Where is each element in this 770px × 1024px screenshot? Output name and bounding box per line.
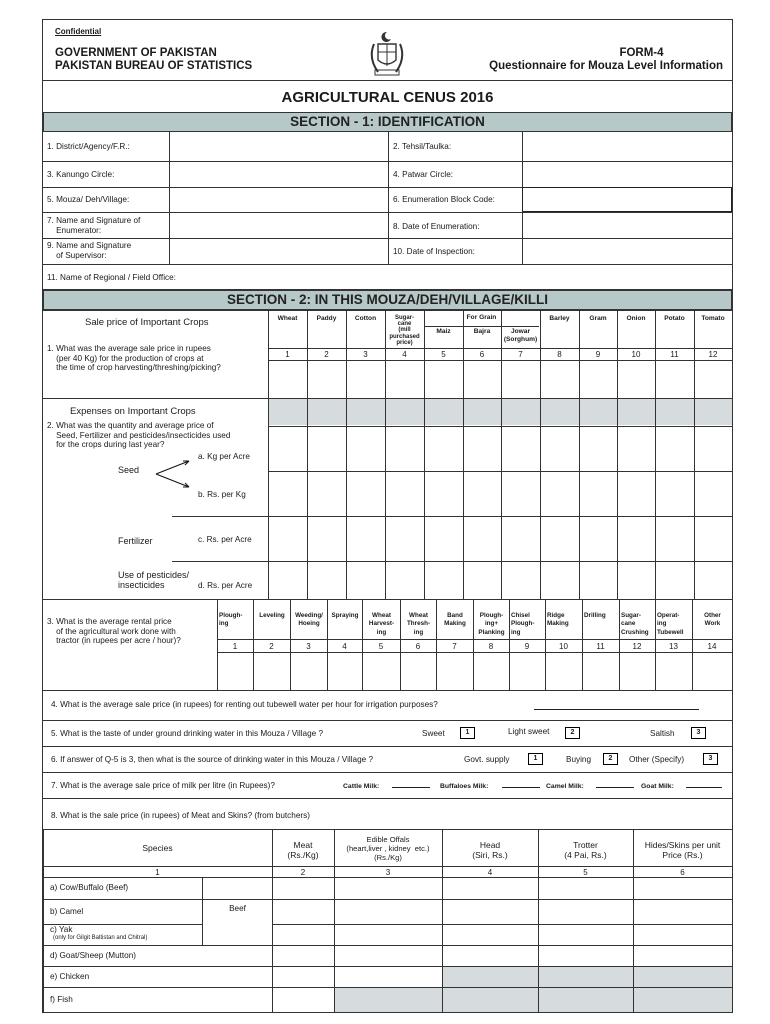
yak-note: (only for Gilgit Baltistan and Chitral) (53, 935, 148, 941)
patwar-field[interactable] (523, 162, 731, 186)
questionnaire-title: Questionnaire for Mouza Level Information (489, 60, 723, 72)
work-price-cell[interactable] (363, 653, 400, 689)
fertilizer-rs-per-acre: c. Rs. per Acre (198, 535, 252, 544)
seed-divider (172, 516, 269, 517)
grid-line (732, 599, 733, 690)
work-number-12: 13 (669, 642, 678, 651)
meat-number-4: 5 (583, 868, 588, 877)
expense-header-cell (425, 399, 463, 425)
light-sweet-label: Light sweet (508, 727, 550, 736)
sweet-code-box[interactable]: 1 (460, 727, 475, 739)
meat-price-cell[interactable] (443, 946, 538, 966)
crops-question: 1. What was the average sale price in rupees (per 40 Kg) for the production of crops at the time of crop harvesting/threshing/picking? (47, 344, 221, 372)
camel-milk-label: Camel Milk: (546, 783, 584, 790)
mouza-label: 5. Mouza/ Deh/Village: (47, 195, 130, 204)
beef-label: Beef (229, 904, 246, 913)
district-label: 1. District/Agency/F.R.: (47, 142, 130, 151)
work-header-13: Other Work (704, 612, 721, 628)
supervisor-label: 9. Name and Signature of Supervisor: (47, 241, 132, 260)
sweet-label: Sweet (422, 729, 445, 738)
work-header-10: Drilling (584, 612, 606, 619)
work-number-5: 6 (415, 642, 421, 651)
water-source-question: 6. If answer of Q-5 is 3, then what is the source of drinking water in this Mouza / Village ? (51, 755, 374, 764)
cattle-milk-line[interactable] (392, 787, 430, 788)
work-number-7: 8 (488, 642, 494, 651)
expenses-title: Expenses on Important Crops (70, 406, 196, 417)
regional-office-label: 11. Name of Regional / Field Office: (47, 273, 176, 282)
s1-vline (388, 132, 389, 264)
government-title: GOVERNMENT OF PAKISTAN (55, 47, 217, 59)
crop-number-0: 1 (285, 350, 290, 359)
crop-header-9: Onion (626, 315, 646, 322)
census-title: AGRICULTURAL CENUS 2016 (281, 89, 494, 106)
meat-price-cell[interactable] (443, 878, 538, 899)
expense-header-cell (618, 399, 655, 425)
grid-line (43, 690, 732, 691)
work-price-cell[interactable] (693, 653, 732, 689)
work-header-12: Operat- ing Tubewell (657, 612, 684, 636)
expense-header-cell (464, 399, 501, 425)
work-header-6: Band Making (444, 612, 466, 628)
grid-line (268, 426, 732, 427)
meat-number-5: 6 (680, 868, 685, 877)
work-number-9: 10 (559, 642, 568, 651)
water-taste-question: 5. What is the taste of under ground drinking water in this Mouza / Village ? (51, 729, 324, 738)
work-price-cell[interactable] (291, 653, 327, 689)
q6-bottom-line (43, 772, 732, 773)
pesticides-label: Use of pesticides/ insecticides (118, 570, 190, 590)
crop-header-7: Barley (549, 315, 570, 322)
grid-line (43, 310, 732, 311)
cattle-milk-label: Cattle Milk: (343, 783, 380, 790)
meat-price-cell[interactable] (539, 946, 633, 966)
crop-price-cell[interactable] (269, 361, 307, 397)
expense-header-cell (541, 399, 579, 425)
crop-number-10: 11 (670, 350, 679, 359)
goat-milk-line[interactable] (686, 787, 722, 788)
crop-price-cell[interactable] (308, 361, 346, 397)
q7-bottom-line (43, 798, 732, 799)
milk-price-question: 7. What is the average sale price of milk per litre (in Rupees)? (51, 781, 275, 790)
grid-line (43, 829, 44, 1012)
supervisor-field[interactable] (170, 239, 387, 263)
crop-price-cell[interactable] (695, 361, 732, 397)
meat-price-cell[interactable] (273, 946, 334, 966)
crop-number-8: 9 (595, 350, 601, 359)
header-divider (43, 80, 732, 81)
meat-shaded-cell (539, 988, 633, 1012)
buffalo-milk-line[interactable] (502, 787, 540, 788)
meat-shaded-cell (634, 988, 732, 1012)
form-number: FORM-4 (619, 47, 664, 59)
crop-number-2: 3 (363, 350, 368, 359)
meat-price-cell[interactable] (539, 900, 633, 924)
fertilizer-label: Fertilizer (118, 536, 153, 546)
meat-header-0: Species (142, 843, 173, 853)
crop-number-5: 6 (479, 350, 485, 359)
meat-price-cell[interactable] (273, 925, 334, 945)
crop-number-7: 8 (557, 350, 562, 359)
saltish-label: Saltish (650, 729, 675, 738)
expense-header-cell (308, 399, 346, 425)
fertilizer-divider (172, 561, 269, 562)
section2-title: SECTION - 2: IN THIS MOUZA/DEH/VILLAGE/KILLI (43, 290, 732, 310)
block-code-label: 6. Enumeration Block Code: (393, 195, 495, 204)
tubewell-answer-line[interactable] (534, 709, 699, 710)
crop-price-cell[interactable] (656, 361, 694, 397)
work-price-cell[interactable] (510, 653, 545, 689)
enumerator-label: 7. Name and Signature of Enumerator: (47, 216, 141, 235)
crop-header-10: Potato (664, 315, 685, 322)
seed-kg-per-acre: a. Kg per Acre (198, 452, 250, 461)
seed-rs-per-kg: b. Rs. per Kg (198, 490, 246, 499)
species-label-5: f) Fish (50, 994, 73, 1004)
crop-header-8: Gram (589, 315, 607, 322)
buying-label: Buying (566, 755, 592, 764)
meat-price-cell[interactable] (634, 878, 732, 899)
work-number-3: 4 (342, 642, 347, 651)
patwar-label: 4. Patwar Circle: (393, 170, 454, 179)
work-price-cell[interactable] (474, 653, 509, 689)
meat-price-cell[interactable] (335, 967, 442, 987)
meat-number-0: 1 (155, 868, 160, 877)
work-price-cell[interactable] (328, 653, 362, 689)
work-number-0: 1 (232, 642, 238, 651)
seed-arrows-icon (155, 458, 193, 490)
crop-price-cell[interactable] (618, 361, 655, 397)
meat-number-3: 4 (487, 868, 493, 877)
expense-header-cell (656, 399, 694, 425)
work-header-2: Weeding/ Hoeing (295, 612, 323, 628)
work-number-11: 12 (632, 642, 642, 651)
meat-header-2: Edible Offals (heart,liver , kidney etc.) (Rs./Kg) (346, 835, 430, 862)
meat-shaded-cell (634, 967, 732, 987)
crop-price-cell[interactable] (425, 361, 463, 397)
meat-number-2: 3 (385, 868, 391, 877)
work-header-4: Wheat Harvest- ing (368, 612, 395, 636)
meat-shaded-cell (443, 967, 538, 987)
kanungo-label: 3. Kanungo Circle: (47, 170, 115, 179)
regional-office-field[interactable] (210, 265, 731, 288)
crop-price-cell[interactable] (580, 361, 617, 397)
work-number-8: 9 (524, 642, 530, 651)
tubewell-question: 4. What is the average sale price (in rupees) for renting out tubewell water per hour for irrigation purposes? (51, 700, 438, 709)
district-field[interactable] (170, 133, 387, 160)
work-number-1: 2 (269, 642, 274, 651)
meat-price-cell[interactable] (539, 925, 633, 945)
q5-bottom-line (43, 746, 732, 747)
meat-price-cell[interactable] (273, 878, 334, 899)
meat-price-cell[interactable] (335, 878, 442, 899)
crop-header-5: Bajra (473, 328, 491, 335)
crop-header-2: Cotton (354, 315, 377, 322)
grid-line (732, 310, 733, 599)
grid-line (43, 1012, 732, 1013)
buying-code-box[interactable]: 2 (603, 753, 618, 765)
work-header-3: Spraying (331, 612, 359, 619)
work-price-cell[interactable] (254, 653, 290, 689)
saltish-code-box[interactable]: 3 (691, 727, 706, 739)
grid-line (732, 829, 733, 1012)
meat-price-cell[interactable] (634, 900, 732, 924)
crop-number-9: 10 (631, 350, 641, 359)
govt-supply-label: Govt. supply (464, 755, 510, 764)
work-header-9: Ridge Making (547, 612, 569, 628)
crop-number-11: 12 (708, 350, 718, 359)
enumeration-date-field[interactable] (523, 213, 731, 237)
work-header-1: Leveling (259, 612, 285, 619)
meat-price-cell[interactable] (443, 925, 538, 945)
for-grain-divider (424, 326, 539, 327)
meat-number-1: 2 (300, 868, 306, 877)
grid-line (43, 599, 732, 600)
species-label-3: d) Goat/Sheep (Mutton) (50, 950, 137, 960)
work-price-cell[interactable] (546, 653, 582, 689)
seed-label: Seed (118, 465, 140, 475)
for-grain-header: For Grain (466, 314, 497, 321)
camel-milk-line[interactable] (596, 787, 634, 788)
crop-number-4: 5 (441, 350, 446, 359)
tehsil-label: 2. Tehsil/Taulka: (393, 142, 452, 151)
other-specify-code-box[interactable]: 3 (703, 753, 718, 765)
expense-header-cell (580, 399, 617, 425)
crop-price-cell[interactable] (347, 361, 385, 397)
work-price-cell[interactable] (218, 653, 253, 689)
enumerator-field[interactable] (170, 213, 387, 237)
crop-price-cell[interactable] (464, 361, 501, 397)
work-header-5: Wheat Thresh- ing (406, 612, 431, 636)
crop-price-cell[interactable] (386, 361, 424, 397)
species-label-0: a) Cow/Buffalo (Beef) (50, 883, 129, 892)
expense-header-cell (347, 399, 385, 425)
crop-number-1: 2 (324, 350, 329, 359)
crop-header-11: Tomato (701, 315, 725, 322)
q4-bottom-line (43, 720, 732, 721)
meat-price-cell[interactable] (443, 900, 538, 924)
kanungo-field[interactable] (170, 162, 387, 186)
buffalo-milk-label: Buffaloes Milk: (440, 783, 489, 790)
bureau-title: PAKISTAN BUREAU OF STATISTICS (55, 60, 253, 72)
mouza-field[interactable] (170, 188, 387, 211)
meat-header-1: Meat (Rs./Kg) (287, 840, 319, 860)
inspection-date-label: 10. Date of Inspection: (393, 247, 475, 256)
grid-line (268, 561, 732, 562)
other-specify-label: Other (Specify) (629, 755, 685, 764)
crop-number-3: 4 (402, 350, 407, 359)
work-price-cell[interactable] (401, 653, 436, 689)
grid-line (268, 516, 732, 517)
meat-price-cell[interactable] (273, 900, 334, 924)
work-price-cell[interactable] (583, 653, 619, 689)
grid-line (43, 829, 732, 830)
grid-line (43, 866, 732, 867)
block-code-field[interactable] (523, 188, 731, 211)
meat-header-4: Trotter (4 Pai, Rs.) (564, 840, 607, 860)
crop-header-0: Wheat (277, 315, 298, 322)
expense-header-cell (269, 399, 307, 425)
expenses-question: 2. What was the quantity and average price of Seed, Fertilizer and pesticides/insecticides used for the crops during last year? (47, 421, 231, 449)
work-price-cell[interactable] (437, 653, 473, 689)
crop-number-6: 7 (518, 350, 523, 359)
govt-supply-code-box[interactable]: 1 (528, 753, 543, 765)
meat-price-cell[interactable] (335, 900, 442, 924)
work-number-10: 11 (596, 642, 605, 651)
expense-header-cell (386, 399, 424, 425)
expense-header-cell (502, 399, 540, 425)
goat-milk-label: Goat Milk: (641, 783, 674, 790)
meat-shaded-cell (443, 988, 538, 1012)
meat-header-3: Head (Siri, Rs.) (472, 840, 508, 860)
work-number-4: 5 (378, 642, 384, 651)
enumeration-date-label: 8. Date of Enumeration: (393, 222, 480, 231)
work-number-2: 3 (306, 642, 311, 651)
crop-price-cell[interactable] (541, 361, 579, 397)
meat-price-cell[interactable] (634, 946, 732, 966)
meat-price-cell[interactable] (634, 925, 732, 945)
meat-shaded-cell (539, 967, 633, 987)
work-number-6: 7 (452, 642, 457, 651)
work-number-13: 14 (707, 642, 717, 651)
species-label-4: e) Chicken (50, 971, 90, 981)
species-label-1: b) Camel (50, 906, 84, 916)
crop-header-4: Maiz (436, 328, 451, 335)
work-price-cell[interactable] (656, 653, 692, 689)
meat-price-cell[interactable] (273, 988, 334, 1012)
crop-header-6: Jowar (Sorghum) (503, 328, 538, 343)
meat-header-5: Hides/Skins per unit Price (Rs.) (644, 840, 721, 860)
meat-price-question: 8. What is the sale price (in rupees) of Meat and Skins? (from butchers) (51, 811, 310, 820)
grid-line (268, 471, 732, 472)
work-price-cell[interactable] (620, 653, 655, 689)
crop-price-cell[interactable] (502, 361, 540, 397)
pesticides-rs-per-acre: d. Rs. per Acre (198, 581, 253, 590)
work-header-7: Plough- ing+ Planking (478, 612, 505, 636)
species-label-2: c) Yak (50, 925, 73, 934)
tractor-question: 3. What is the average rental price of the agricultural work done with tractor (in rupees per acre / hour)? (47, 617, 181, 645)
expense-header-cell (695, 399, 732, 425)
work-header-0: Plough- ing (219, 612, 243, 628)
tehsil-field[interactable] (523, 133, 731, 160)
work-header-11: Sugar- cane Crushing (621, 612, 649, 636)
light-sweet-code-box[interactable]: 2 (565, 727, 580, 739)
meat-price-cell[interactable] (335, 925, 442, 945)
crops-title: Sale price of Important Crops (85, 317, 209, 328)
meat-shaded-cell (335, 988, 442, 1012)
crop-header-1: Paddy (316, 315, 337, 322)
pakistan-emblem-icon (366, 30, 408, 78)
work-header-8: Chisel Plough- ing (511, 612, 535, 636)
meat-price-cell[interactable] (273, 967, 334, 987)
crop-header-3: Sugar- cane (mill purchased price) (389, 315, 420, 346)
grid-line (268, 348, 732, 349)
meat-price-cell[interactable] (539, 878, 633, 899)
section1-title: SECTION - 1: IDENTIFICATION (43, 112, 732, 132)
confidential-label: Confidential (55, 27, 102, 36)
inspection-date-field[interactable] (523, 239, 731, 263)
meat-price-cell[interactable] (335, 946, 442, 966)
